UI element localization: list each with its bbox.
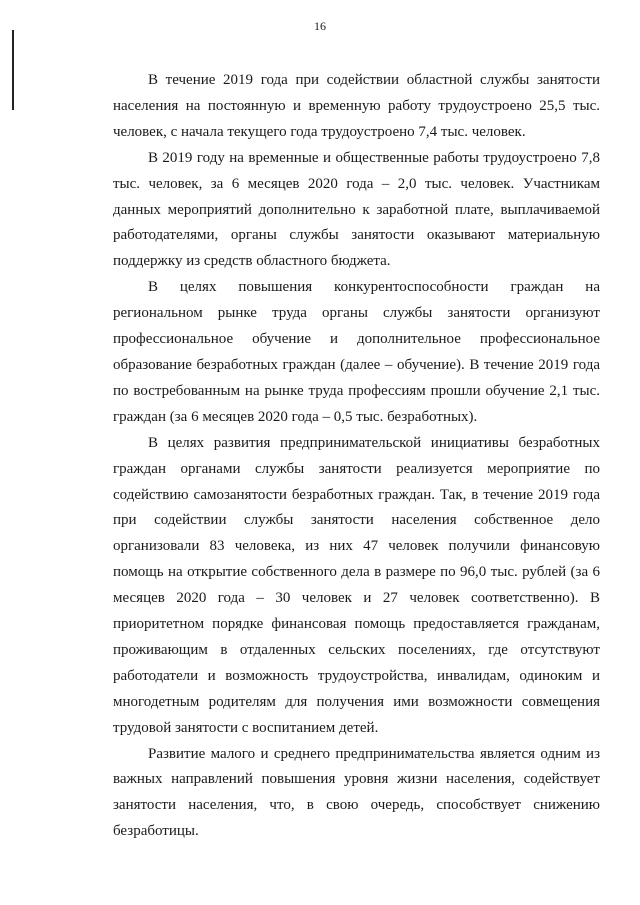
body-text: [113, 68, 600, 845]
paragraph: В целях развития предпринимательской инициативы безработных граждан органами службы занятости реализуется мероприятие по содействию самозанятости безработных граждан. Так, в течение 2019 года при содействии службы занятости населения собственное дело организовали 83 человека, из них 47 человек получили финансовую помощь на открытие собственного дела в размере по 96,0 тыс. рублей (за 6 месяцев 2020 года – 30 человек и 27 человек соответственно). В приоритетном порядке финансовая помощь предоставляется гражданам, проживающим в отдаленных сельских поселениях, где отсутствуют работодатели и возможность трудоустройства, инвалидам, одиноким и многодетным родителям для получения ими возможности совмещения трудовой занятости с воспитанием детей.: [113, 434, 600, 736]
paragraph: В течение 2019 года при содействии областной службы занятости населения на постоянную и временную работу трудоустроено 25,5 тыс. человек, с начала текущего года трудоустроено 7,4 тыс. человек.: [113, 72, 600, 140]
margin-mark: [12, 30, 14, 110]
paragraph: В целях повышения конкурентоспособности граждан на региональном рынке труда органы службы занятости организуют профессиональное обучение и дополнительное профессиональное образование безработных граждан (далее – обучение). В течение 2019 года по востребованным на рынке труда профессиям прошли обучение 2,1 тыс. граждан (за 6 месяцев 2020 года – 0,5 тыс. безработных).: [113, 279, 600, 425]
paragraph: Развитие малого и среднего предпринимательства является одним из важных направлений повышения уровня жизни населения, содействует занятости населения, что, в свою очередь, способствует снижению безработицы.: [113, 745, 600, 840]
page-number: 16: [314, 19, 326, 33]
paragraph: В 2019 году на временные и общественные работы трудоустроено 7,8 тыс. человек, за 6 месяцев 2020 года – 2,0 тыс. человек. Участникам данных мероприятий дополнительно к заработной плате, выплачиваемой работодателями, органы службы занятости оказывают материальную поддержку из средств областного бюджета.: [113, 149, 600, 270]
